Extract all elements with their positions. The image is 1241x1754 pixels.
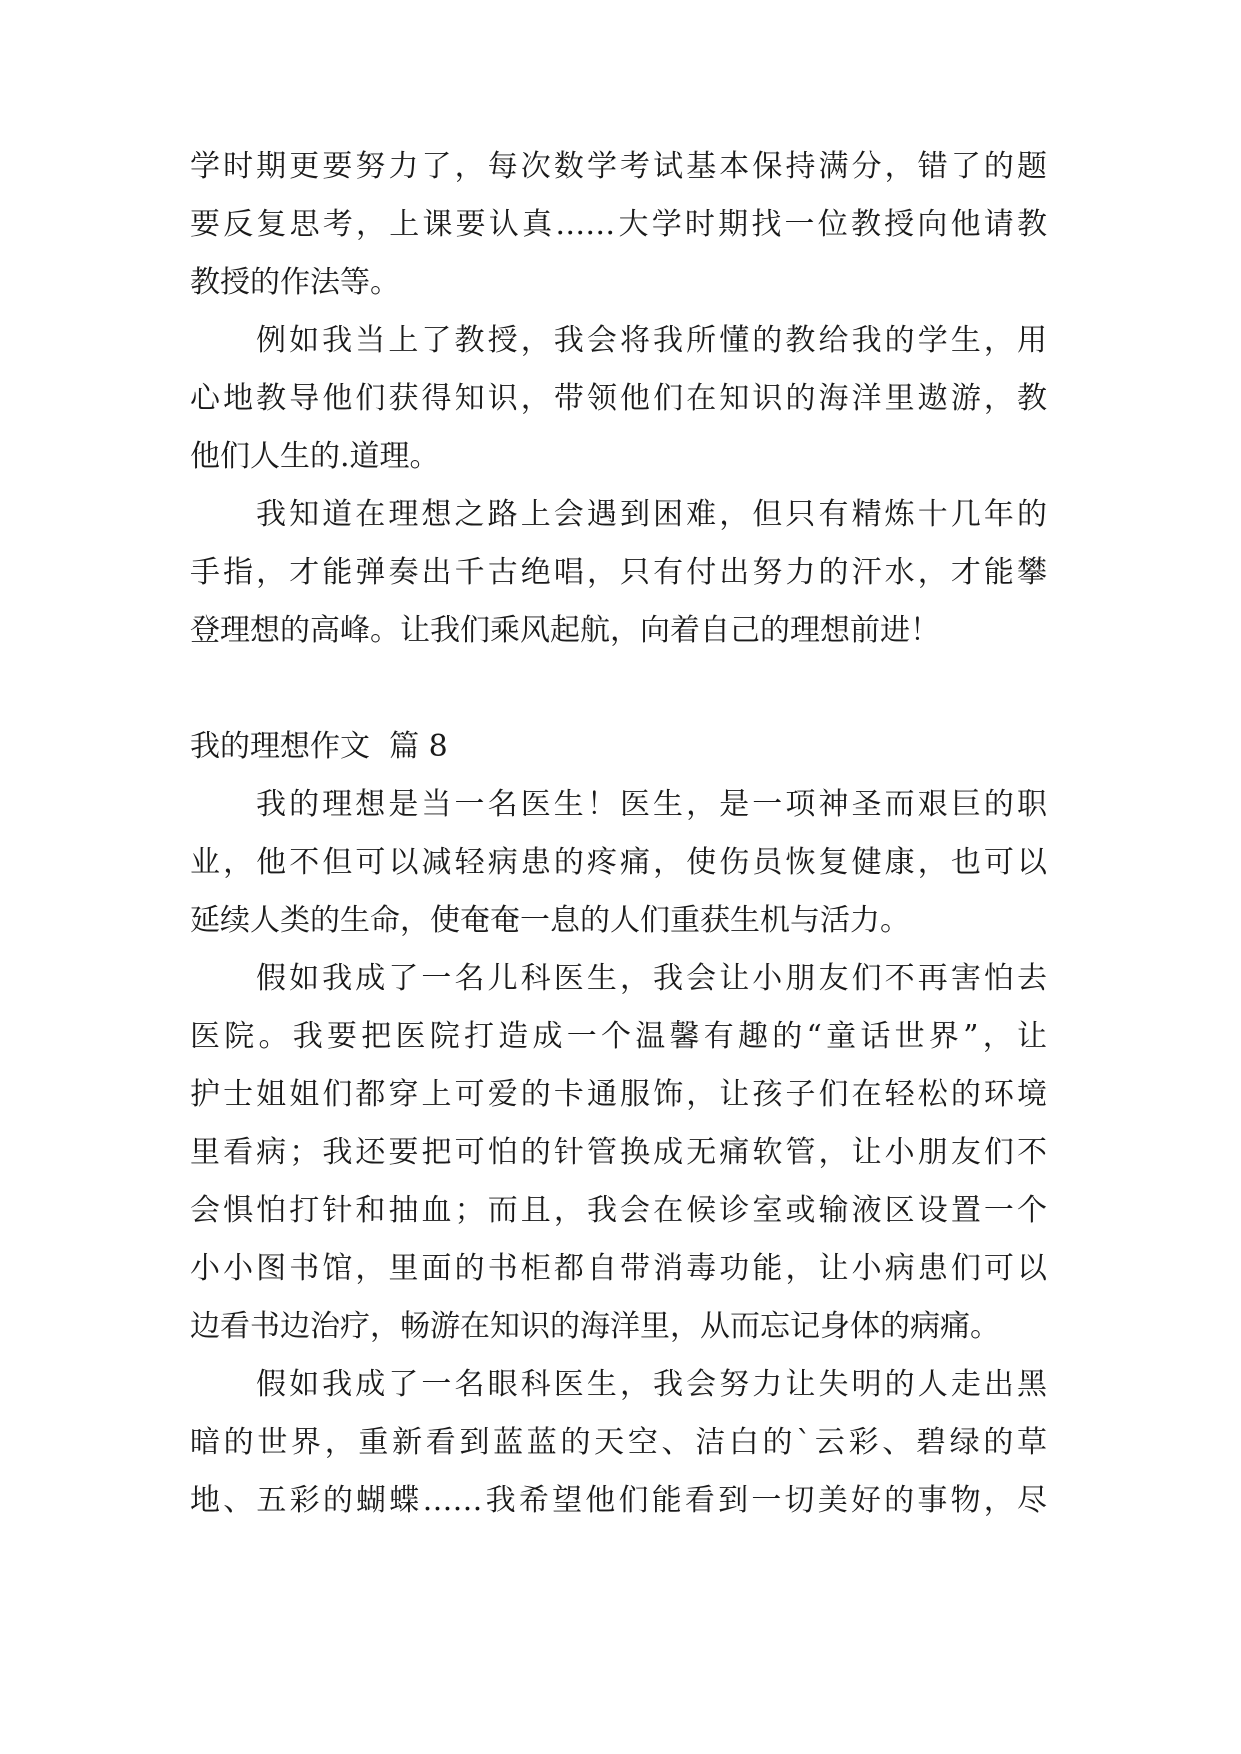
text-line: 延续人类的生命，使奄奄一息的人们重获生机与活力。 [190, 903, 910, 938]
text-line: 例如我当上了教授，我会将我所懂的教给我的学生，用 [256, 323, 1047, 358]
text-line: 暗的世界，重新看到蓝蓝的天空、洁白的`云彩、碧绿的草 [190, 1425, 1047, 1460]
text-line: 要反复思考，上课要认真……大学时期找一位教授向他请教 [190, 207, 1047, 242]
text-line: 边看书边治疗，畅游在知识的海洋里，从而忘记身体的病痛。 [190, 1309, 1000, 1344]
text-line: 会惧怕打针和抽血；而且，我会在候诊室或输液区设置一个 [190, 1193, 1047, 1228]
text-line: 业，他不但可以减轻病患的疼痛，使伤员恢复健康，也可以 [190, 845, 1047, 880]
text-line: 假如我成了一名儿科医生，我会让小朋友们不再害怕去 [256, 961, 1047, 996]
section-heading: 我的理想作文 篇 8 [190, 729, 448, 764]
text-line: 心地教导他们获得知识，带领他们在知识的海洋里遨游，教 [190, 381, 1047, 416]
text-line: 我的理想是当一名医生！医生，是一项神圣而艰巨的职 [256, 787, 1047, 822]
text-line: 登理想的高峰。让我们乘风起航，向着自己的理想前进！ [190, 613, 940, 648]
text-line: 教授的作法等。 [190, 265, 400, 300]
text-line: 医院。我要把医院打造成一个温馨有趣的“童话世界”，让 [190, 1019, 1047, 1054]
text-line: 他们人生的.道理。 [190, 439, 440, 474]
text-line: 小小图书馆，里面的书柜都自带消毒功能，让小病患们可以 [190, 1251, 1047, 1286]
text-line: 假如我成了一名眼科医生，我会努力让失明的人走出黑 [256, 1367, 1047, 1402]
text-line: 学时期更要努力了，每次数学考试基本保持满分，错了的题 [190, 149, 1047, 184]
text-line: 护士姐姐们都穿上可爱的卡通服饰，让孩子们在轻松的环境 [190, 1077, 1047, 1112]
text-line: 我知道在理想之路上会遇到困难，但只有精炼十几年的 [256, 497, 1047, 532]
text-line: 里看病；我还要把可怕的针管换成无痛软管，让小朋友们不 [190, 1135, 1047, 1170]
text-line: 手指，才能弹奏出千古绝唱，只有付出努力的汗水，才能攀 [190, 555, 1047, 590]
text-line: 地、五彩的蝴蝶……我希望他们能看到一切美好的事物，尽 [190, 1483, 1047, 1518]
